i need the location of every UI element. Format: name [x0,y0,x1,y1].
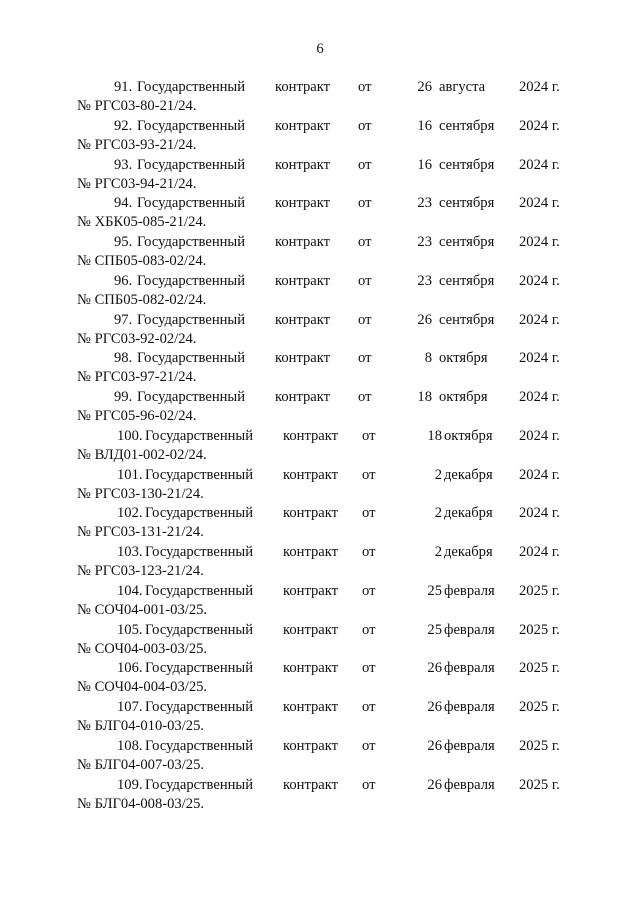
contract-day: 18 [427,427,442,444]
contract-day: 2 [434,505,442,522]
contract-year: 2025 г. [519,660,560,677]
contract-type-word: Государственный [137,350,246,367]
contract-item [77,544,564,583]
contract-line-1 [77,157,564,176]
contract-line-1 [77,467,564,486]
contract-month: декабря [444,544,493,560]
from-word: от [362,660,376,677]
contract-number: № БЛГ04-008-03/25. [77,795,205,812]
page-number: 6 [316,41,324,57]
contract-month: сентября [439,272,495,289]
contract-day: 25 [427,621,442,638]
contract-type-word: Государственный [145,582,254,599]
contract-item [77,738,564,777]
contract-day: 26 [427,776,442,793]
item-number: 107. [117,699,143,715]
item-number: 93. [114,156,133,173]
from-word: от [358,156,372,173]
item-number: 100. [117,427,143,444]
contract-word: контракт [283,737,339,754]
contract-day: 26 [427,699,442,715]
item-number: 104. [117,582,143,599]
contract-word: контракт [275,117,331,134]
item-number: 108. [117,737,143,754]
contract-word: контракт [283,582,339,599]
contract-type-word: Государственный [137,156,246,173]
contract-type-word: Государственный [137,117,246,134]
contract-number: № БЛГ04-010-03/25. [77,718,205,734]
from-word: от [362,466,376,483]
contract-day: 23 [417,272,432,289]
item-number: 98. [114,350,133,367]
from-word: от [358,117,372,134]
contract-line-1 [77,389,564,408]
item-number: 95. [114,234,133,250]
contract-word: контракт [275,79,331,95]
from-word: от [358,311,372,328]
contract-month: октября [439,350,488,367]
contract-item [77,273,564,312]
contract-type-word: Государственный [145,699,254,715]
contract-year: 2025 г. [519,621,560,638]
contract-type-word: Государственный [145,737,254,754]
contract-year: 2024 г. [519,544,560,560]
contract-line-1 [77,583,564,602]
contract-day: 26 [427,737,442,754]
contract-year: 2024 г. [519,195,560,212]
contract-day: 8 [424,350,432,367]
contract-year: 2024 г. [519,79,560,95]
contract-day: 18 [417,389,432,405]
contract-number: № СПБ05-082-02/24. [77,291,207,308]
contract-month: сентября [439,117,495,134]
contract-line-1 [77,312,564,331]
contract-item [77,583,564,622]
contract-type-word: Государственный [137,389,246,405]
contract-word: контракт [275,272,331,289]
contract-item [77,234,564,273]
contract-word: контракт [275,389,331,405]
contract-year: 2024 г. [519,311,560,328]
contract-year: 2024 г. [519,272,560,289]
contract-type-word: Государственный [137,234,246,250]
item-number: 105. [117,621,143,638]
contract-number: № СОЧ04-003-03/25. [77,640,208,657]
contract-day: 25 [427,582,442,599]
item-number: 91. [114,79,133,95]
contract-day: 26 [427,660,442,677]
contract-line-1 [77,195,564,214]
contract-word: контракт [283,621,339,638]
contract-year: 2025 г. [519,776,560,793]
contract-type-word: Государственный [145,621,254,638]
contract-type-word: Государственный [145,660,254,677]
contract-item [77,777,564,816]
contract-month: февраля [444,582,495,599]
from-word: от [358,272,372,289]
from-word: от [362,427,376,444]
contract-month: декабря [444,505,493,522]
contract-item [77,157,564,196]
contract-number: № СПБ05-083-02/24. [77,253,207,269]
from-word: от [358,234,372,250]
contract-number: № БЛГ04-007-03/25. [77,756,205,773]
contract-year: 2024 г. [519,156,560,173]
contract-item [77,428,564,467]
item-number: 99. [114,389,133,405]
contract-number: № РГС03-80-21/24. [77,98,197,114]
contract-item [77,195,564,234]
item-number: 94. [114,195,133,212]
contract-month: октября [439,389,488,405]
from-word: от [362,544,376,560]
contract-list [77,79,564,815]
contract-day: 2 [434,544,442,560]
contract-line-1 [77,544,564,563]
contract-line-1 [77,505,564,524]
from-word: от [358,195,372,212]
contract-day: 16 [417,117,432,134]
contract-day: 23 [417,195,432,212]
contract-line-1 [77,738,564,757]
contract-item [77,660,564,699]
contract-type-word: Государственный [137,272,246,289]
contract-word: контракт [283,660,339,677]
contract-number: № СОЧ04-004-03/25. [77,679,208,696]
contract-word: контракт [283,699,339,715]
contract-month: сентября [439,234,495,250]
contract-day: 2 [434,466,442,483]
contract-year: 2025 г. [519,737,560,754]
contract-line-1 [77,118,564,137]
contract-number: № ВЛД01-002-02/24. [77,446,207,463]
contract-line-1 [77,777,564,796]
contract-word: контракт [283,466,339,483]
item-number: 97. [114,311,133,328]
contract-word: контракт [275,311,331,328]
contract-month: декабря [444,466,493,483]
contract-item [77,389,564,428]
from-word: от [362,582,376,599]
contract-line-1 [77,699,564,718]
contract-month: сентября [439,195,495,212]
contract-number: № РГС05-96-02/24. [77,408,197,424]
from-word: от [362,699,376,715]
contract-word: контракт [275,195,331,212]
contract-type-word: Государственный [145,505,254,522]
contract-number: № ХБК05-085-21/24. [77,214,207,231]
contract-day: 23 [417,234,432,250]
contract-month: февраля [444,621,495,638]
contract-number: № РГС03-130-21/24. [77,485,204,502]
contract-item [77,312,564,351]
from-word: от [362,776,376,793]
contract-month: февраля [444,737,495,754]
contract-year: 2024 г. [519,234,560,250]
item-number: 102. [117,505,143,522]
contract-item [77,118,564,157]
contract-day: 16 [417,156,432,173]
contract-number: № СОЧ04-001-03/25. [77,601,208,618]
contract-month: сентября [439,311,495,328]
contract-type-word: Государственный [145,544,254,560]
contract-item [77,467,564,506]
contract-word: контракт [275,156,331,173]
contract-type-word: Государственный [137,79,246,95]
contract-day: 26 [417,79,432,95]
from-word: от [362,737,376,754]
from-word: от [358,389,372,405]
contract-item [77,622,564,661]
contract-month: февраля [444,699,495,715]
contract-type-word: Государственный [145,466,254,483]
contract-line-1 [77,79,564,98]
contract-year: 2024 г. [519,389,560,405]
contract-number: № РГС03-131-21/24. [77,524,204,541]
contract-word: контракт [275,350,331,367]
contract-type-word: Государственный [145,427,254,444]
contract-number: № РГС03-94-21/24. [77,175,197,192]
contract-word: контракт [283,427,339,444]
contract-day: 26 [417,311,432,328]
contract-year: 2024 г. [519,466,560,483]
contract-number: № РГС03-123-21/24. [77,563,204,579]
contract-word: контракт [275,234,331,250]
contract-item [77,79,564,118]
contract-month: августа [439,79,486,95]
contract-word: контракт [283,505,339,522]
from-word: от [362,505,376,522]
contract-line-1 [77,350,564,369]
contract-word: контракт [283,544,339,560]
from-word: от [358,79,372,95]
contract-line-1 [77,660,564,679]
contract-number: № РГС03-93-21/24. [77,136,197,153]
contract-word: контракт [283,776,339,793]
item-number: 106. [117,660,143,677]
contract-line-1 [77,273,564,292]
contract-month: октября [444,427,493,444]
contract-type-word: Государственный [137,311,246,328]
contract-month: сентября [439,156,495,173]
contract-number: № РГС03-92-02/24. [77,330,197,347]
from-word: от [362,621,376,638]
contract-year: 2025 г. [519,699,560,715]
contract-item [77,350,564,389]
contract-line-1 [77,622,564,641]
item-number: 109. [117,776,143,793]
item-number: 92. [114,117,133,134]
from-word: от [358,350,372,367]
item-number: 101. [117,466,143,483]
contract-number: № РГС03-97-21/24. [77,369,197,386]
contract-year: 2024 г. [519,117,560,134]
contract-month: февраля [444,660,495,677]
contract-line-1 [77,234,564,253]
contract-line-1 [77,428,564,447]
contract-year: 2024 г. [519,350,560,367]
contract-type-word: Государственный [145,776,254,793]
item-number: 103. [117,544,143,560]
contract-year: 2025 г. [519,582,560,599]
contract-item [77,699,564,738]
contract-year: 2024 г. [519,427,560,444]
item-number: 96. [114,272,133,289]
contract-year: 2024 г. [519,505,560,522]
contract-type-word: Государственный [137,195,246,212]
contract-month: февраля [444,776,495,793]
contract-item [77,505,564,544]
